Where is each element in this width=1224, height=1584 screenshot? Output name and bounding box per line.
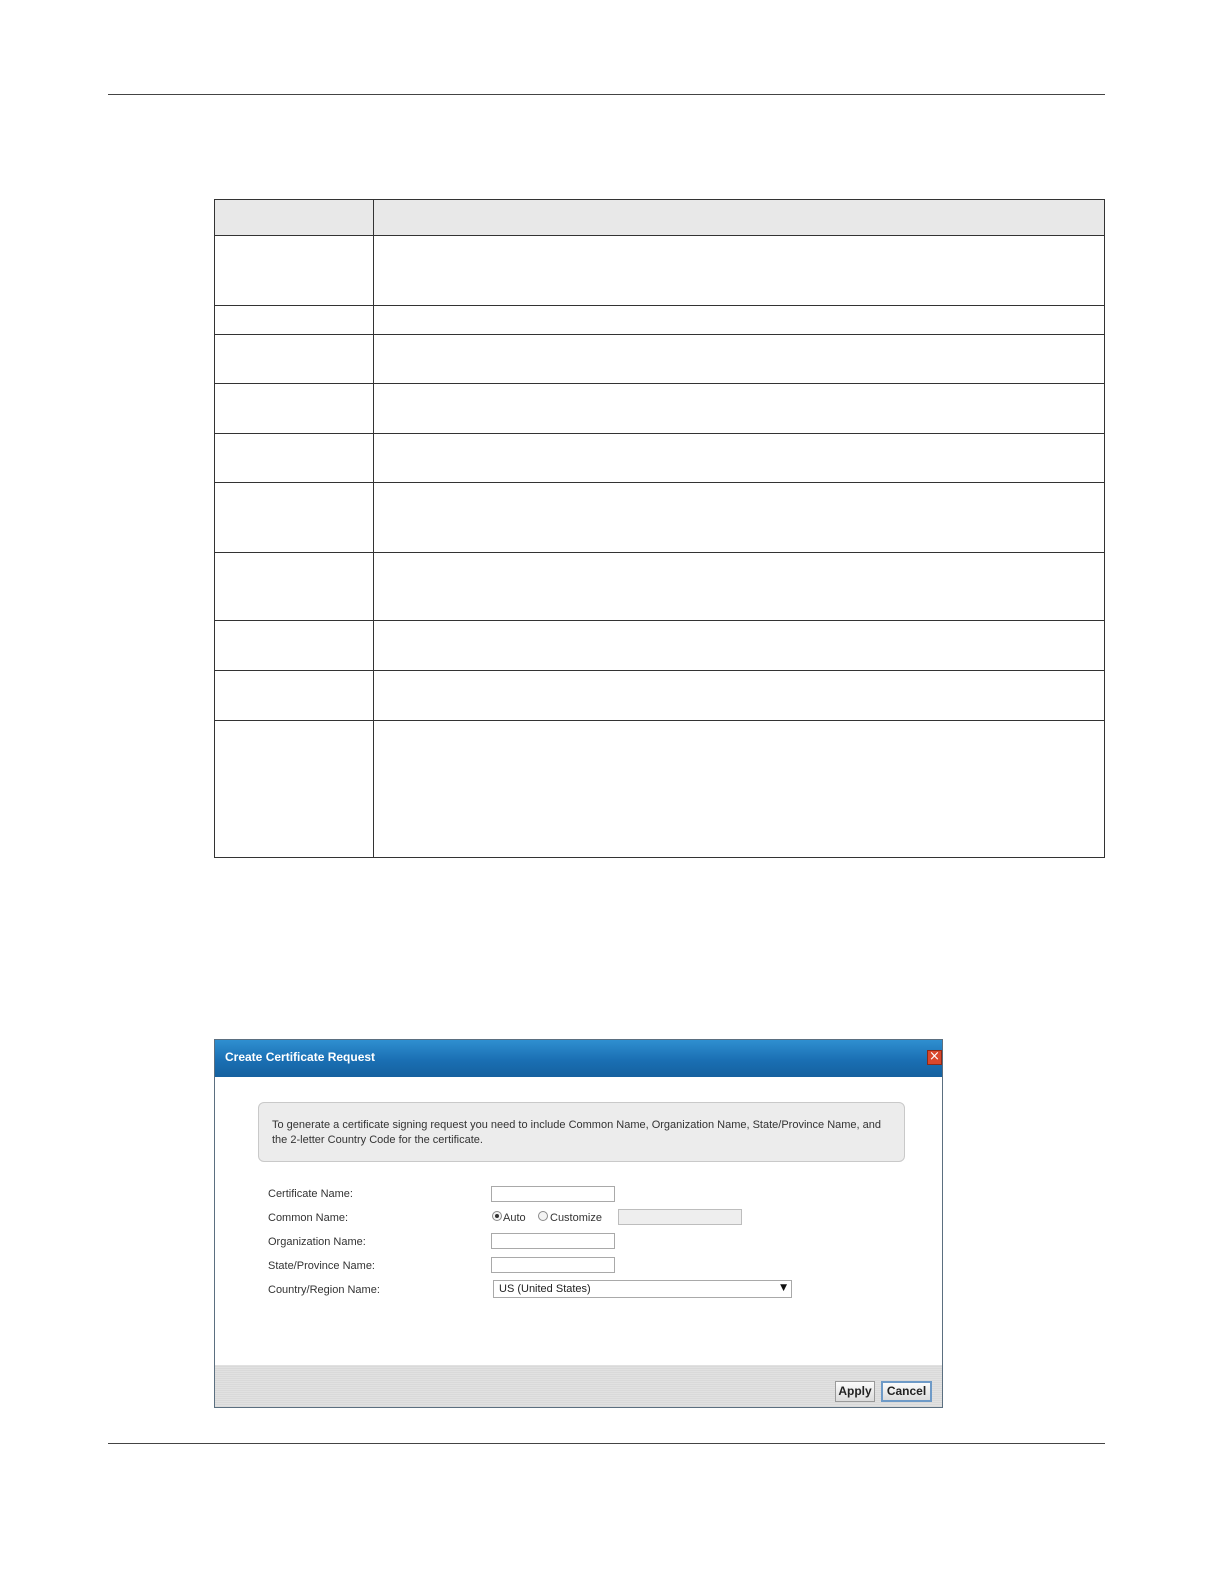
state-province-name-input[interactable] — [491, 1257, 615, 1273]
table-row — [215, 434, 1105, 483]
dialog-title: Create Certificate Request — [225, 1050, 376, 1064]
table-row — [215, 621, 1105, 671]
common-name-customize-label: Customize — [550, 1212, 602, 1224]
country-region-selected-value: US (United States) — [499, 1283, 591, 1295]
dialog-footer — [215, 1365, 942, 1407]
dropdown-arrow-icon: ▼ — [780, 1283, 787, 1293]
organization-name-input[interactable] — [491, 1233, 615, 1249]
table-row — [215, 671, 1105, 721]
create-certificate-request-dialog — [214, 1039, 943, 1408]
table-header-row — [215, 200, 1105, 236]
table-row — [215, 335, 1105, 384]
common-name-label: Common Name: — [268, 1212, 349, 1224]
country-region-select[interactable] — [493, 1280, 792, 1298]
apply-button[interactable]: Apply — [835, 1381, 875, 1402]
common-name-custom-input[interactable] — [618, 1209, 742, 1225]
table-row — [215, 236, 1105, 306]
state-province-name-label: State/Province Name: — [268, 1260, 375, 1272]
description-table — [214, 199, 1105, 858]
common-name-auto-label: Auto — [503, 1212, 526, 1224]
info-message: To generate a certificate signing request you need to include Common Name, Organization Name, State/Province Name, and the 2-letter Country Code for the certificate. — [258, 1102, 905, 1162]
common-name-customize-radio[interactable] — [538, 1211, 548, 1221]
header-rule — [108, 94, 1105, 95]
certificate-name-label: Certificate Name: — [268, 1188, 353, 1200]
footer-rule — [108, 1443, 1105, 1444]
close-icon[interactable]: × — [927, 1050, 942, 1065]
table-row — [215, 384, 1105, 434]
table-row — [215, 553, 1105, 621]
cancel-button[interactable]: Cancel — [881, 1381, 932, 1402]
organization-name-label: Organization Name: — [268, 1236, 366, 1248]
dialog-titlebar — [215, 1040, 942, 1077]
common-name-auto-radio[interactable] — [492, 1211, 502, 1221]
table-row — [215, 721, 1105, 858]
country-region-name-label: Country/Region Name: — [268, 1284, 380, 1296]
certificate-name-input[interactable] — [491, 1186, 615, 1202]
table-row — [215, 306, 1105, 335]
table-row — [215, 483, 1105, 553]
